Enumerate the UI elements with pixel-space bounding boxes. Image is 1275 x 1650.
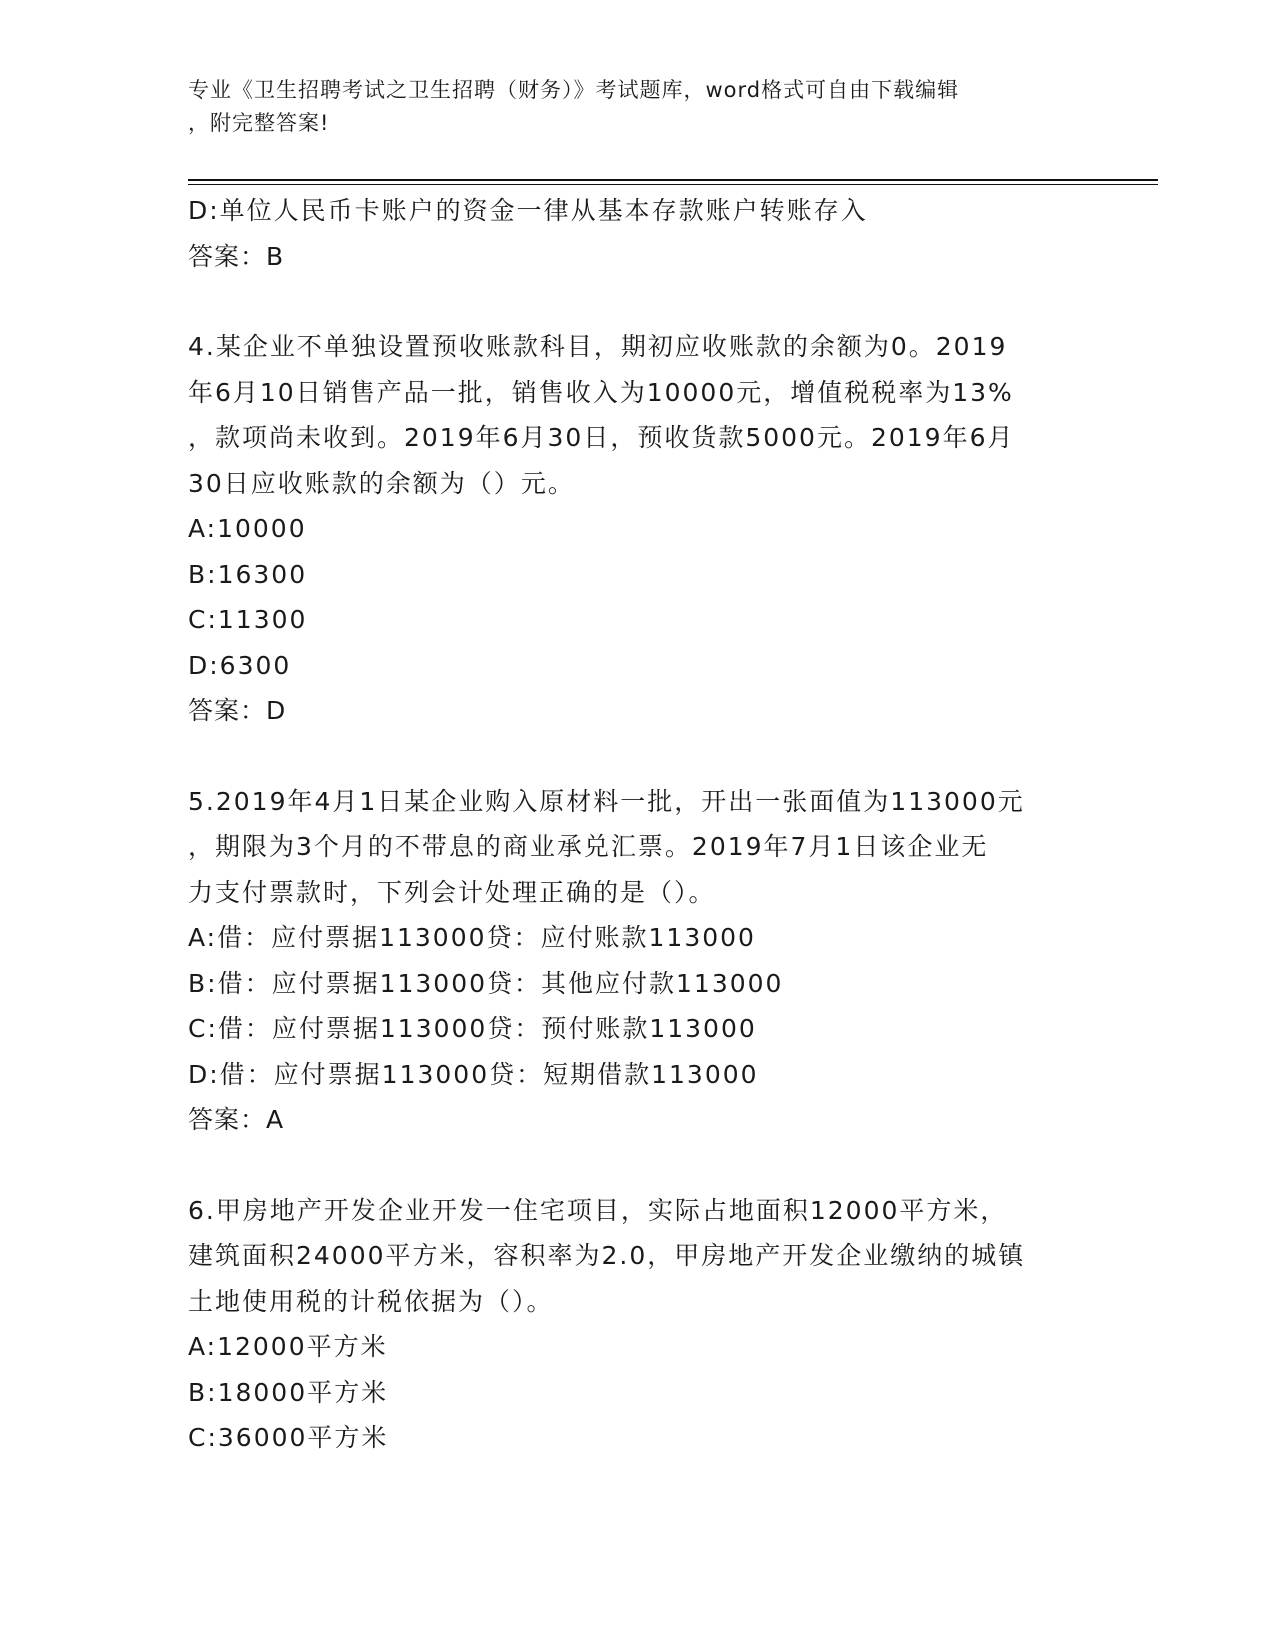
q5-option-c: C:借：应付票据113000贷：预付账款113000: [188, 1014, 757, 1043]
question-5: [188, 779, 1088, 1143]
question-4: [188, 324, 1088, 734]
q4-answer: 答案：D: [188, 696, 287, 725]
q6-stem-line: 土地使用税的计税依据为（）。: [188, 1286, 554, 1316]
prev-option-d: D:单位人民币卡账户的资金一律从基本存款账户转账存入: [188, 196, 868, 225]
q4-option-b: B:16300: [188, 559, 308, 589]
q6-option-c: C:36000平方米: [188, 1423, 389, 1452]
q6-stem-line: 建筑面积24000平方米，容积率为2.0，甲房地产开发企业缴纳的城镇: [188, 1241, 1026, 1270]
prev-answer: 答案：B: [188, 241, 285, 271]
spacer: [188, 1143, 1088, 1188]
page-header: [188, 74, 1068, 140]
q4-stem-line: 4.某企业不单独设置预收账款科目，期初应收账款的余额为0。2019: [188, 332, 1008, 361]
q5-stem-line: 力支付票款时，下列会计处理正确的是（）。: [188, 877, 716, 907]
question-content: [188, 188, 1088, 1461]
spacer: [188, 734, 1088, 779]
q4-stem-line: ，款项尚未收到。2019年6月30日，预收货款5000元。2019年6月: [188, 423, 1015, 452]
q5-option-d: D:借：应付票据113000贷：短期借款113000: [188, 1059, 759, 1089]
q5-stem-line: ，期限为3个月的不带息的商业承兑汇票。2019年7月1日该企业无: [188, 832, 989, 861]
q5-answer: 答案：A: [188, 1105, 285, 1134]
header-line-2: ，附完整答案!: [188, 111, 330, 135]
q4-stem-line: 年6月10日销售产品一批，销售收入为10000元，增值税税率为13%: [188, 377, 1014, 407]
header-rule-thin: [188, 184, 1158, 185]
q6-stem-line: 6.甲房地产开发企业开发一住宅项目，实际占地面积12000平方米，: [188, 1195, 1008, 1225]
question-6: [188, 1188, 1088, 1461]
q6-option-a: A:12000平方米: [188, 1332, 388, 1361]
q4-option-a: A:10000: [188, 514, 307, 543]
q4-option-d: D:6300: [188, 650, 292, 680]
q5-stem-line: 5.2019年4月1日某企业购入原材料一批，开出一张面值为113000元: [188, 786, 1025, 816]
header-rule-thick: [188, 179, 1158, 181]
q5-option-a: A:借：应付票据113000贷：应付账款113000: [188, 923, 756, 952]
q5-option-b: B:借：应付票据113000贷：其他应付款113000: [188, 968, 784, 998]
q4-option-c: C:11300: [188, 605, 308, 634]
spacer: [188, 279, 1088, 324]
header-line-1: 专业《卫生招聘考试之卫生招聘（财务）》考试题库，word格式可自由下载编辑: [188, 78, 960, 102]
q6-option-b: B:18000平方米: [188, 1377, 389, 1407]
q4-stem-line: 30日应收账款的余额为（）元。: [188, 468, 575, 498]
